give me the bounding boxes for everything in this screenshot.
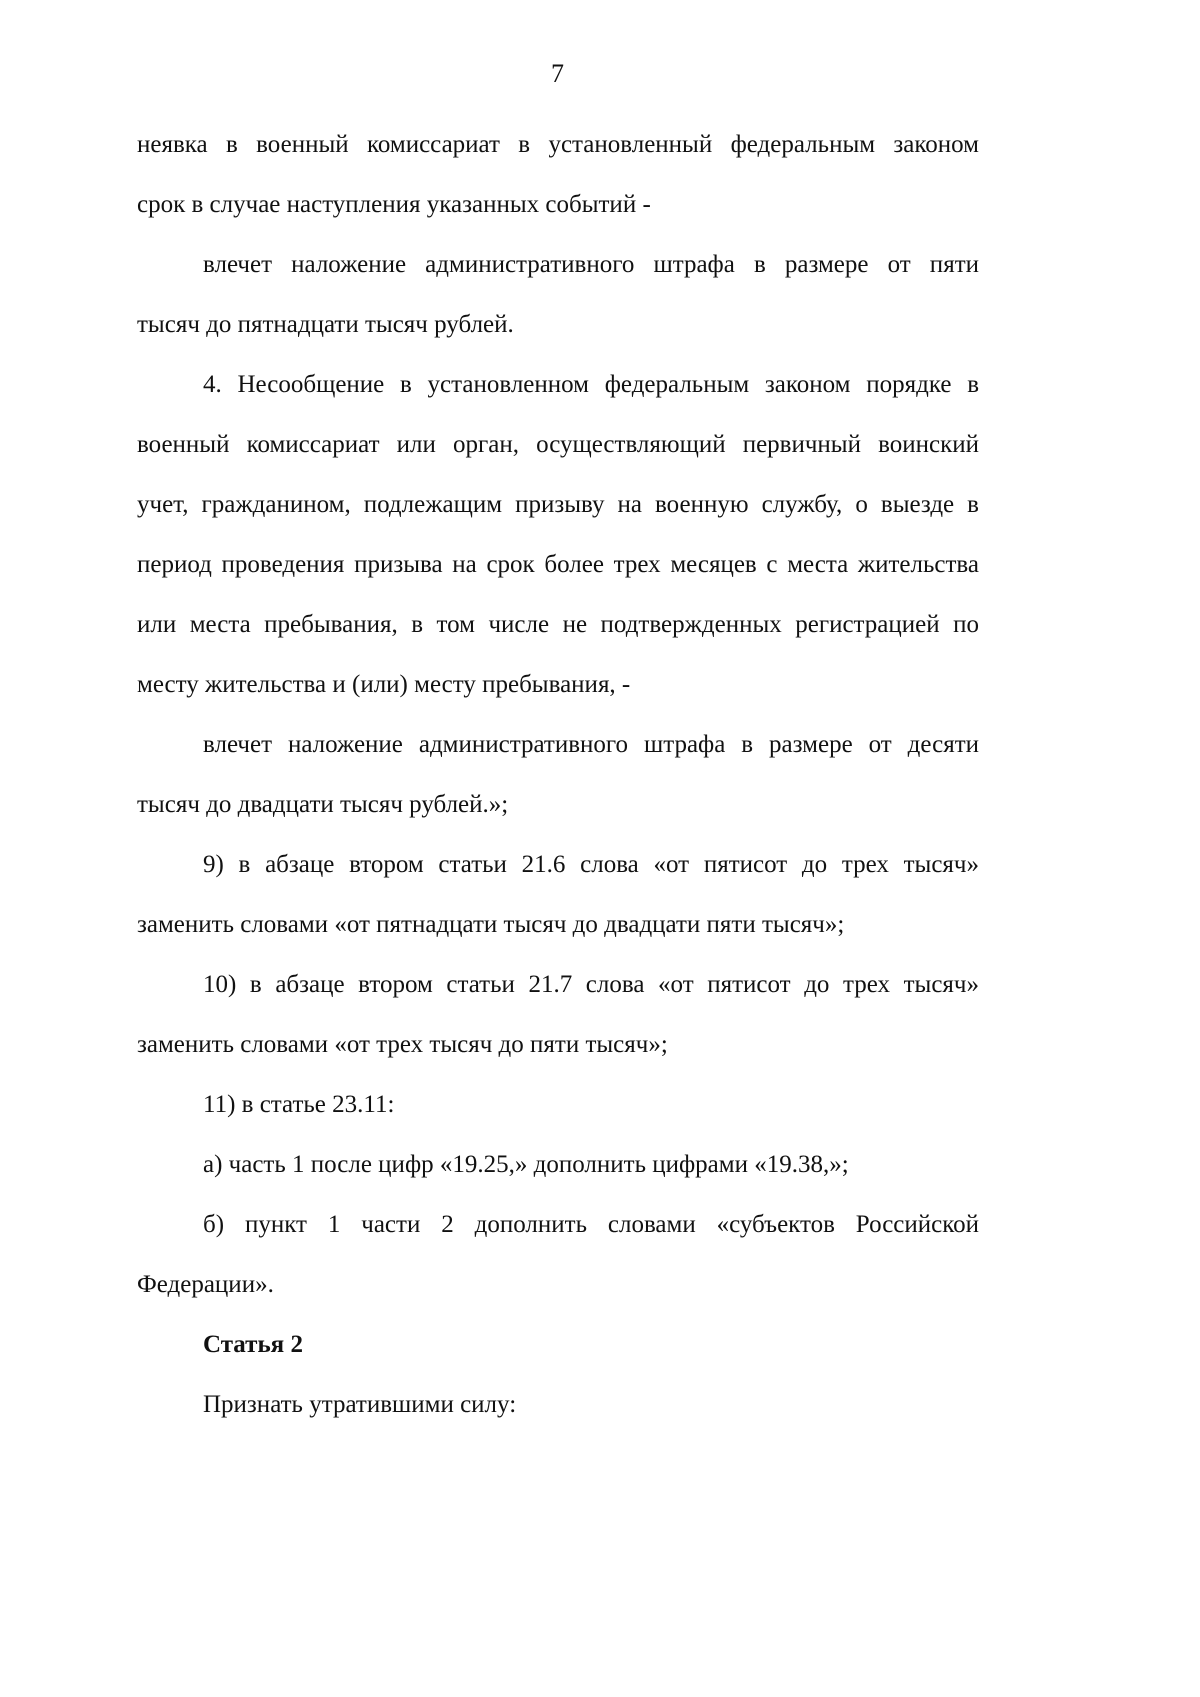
text-line: месту жительства и (или) месту пребывания, - xyxy=(137,671,631,698)
text-line: учет, гражданином, подлежащим призыву на военную службу, о выезде в xyxy=(137,491,979,518)
text-line: Признать утратившими силу: xyxy=(203,1391,517,1418)
text-line: срок в случае наступления указанных событий - xyxy=(137,191,651,218)
text-line: влечет наложение административного штрафа в размере от десяти xyxy=(203,731,979,758)
text-line: или места пребывания, в том числе не подтвержденных регистрацией по xyxy=(137,611,979,638)
text-line: б) пункт 1 части 2 дополнить словами «субъектов Российской xyxy=(203,1211,979,1238)
text-line: 11) в статье 23.11: xyxy=(203,1091,395,1118)
text-line: 4. Несообщение в установленном федеральным законом порядке в xyxy=(203,371,979,398)
text-line: влечет наложение административного штрафа в размере от пяти xyxy=(203,251,979,278)
text-line: тысяч до двадцати тысяч рублей.»; xyxy=(137,791,509,818)
article-heading: Статья 2 xyxy=(203,1331,303,1358)
text-line: Федерации». xyxy=(137,1271,274,1298)
text-line: период проведения призыва на срок более трех месяцев с места жительства xyxy=(137,551,979,578)
text-line: заменить словами «от трех тысяч до пяти тысяч»; xyxy=(137,1031,668,1058)
text-line: тысяч до пятнадцати тысяч рублей. xyxy=(137,311,514,338)
document-body xyxy=(137,124,979,1444)
text-line: заменить словами «от пятнадцати тысяч до двадцати пяти тысяч»; xyxy=(137,911,845,938)
text-line: 9) в абзаце втором статьи 21.6 слова «от пятисот до трех тысяч» xyxy=(203,851,979,878)
text-line: неявка в военный комиссариат в установленный федеральным законом xyxy=(137,131,979,158)
text-line: 10) в абзаце втором статьи 21.7 слова «от пятисот до трех тысяч» xyxy=(203,971,979,998)
text-line: военный комиссариат или орган, осуществляющий первичный воинский xyxy=(137,431,979,458)
text-line: а) часть 1 после цифр «19.25,» дополнить цифрами «19.38,»; xyxy=(203,1151,849,1178)
page-number: 7 xyxy=(551,59,564,88)
